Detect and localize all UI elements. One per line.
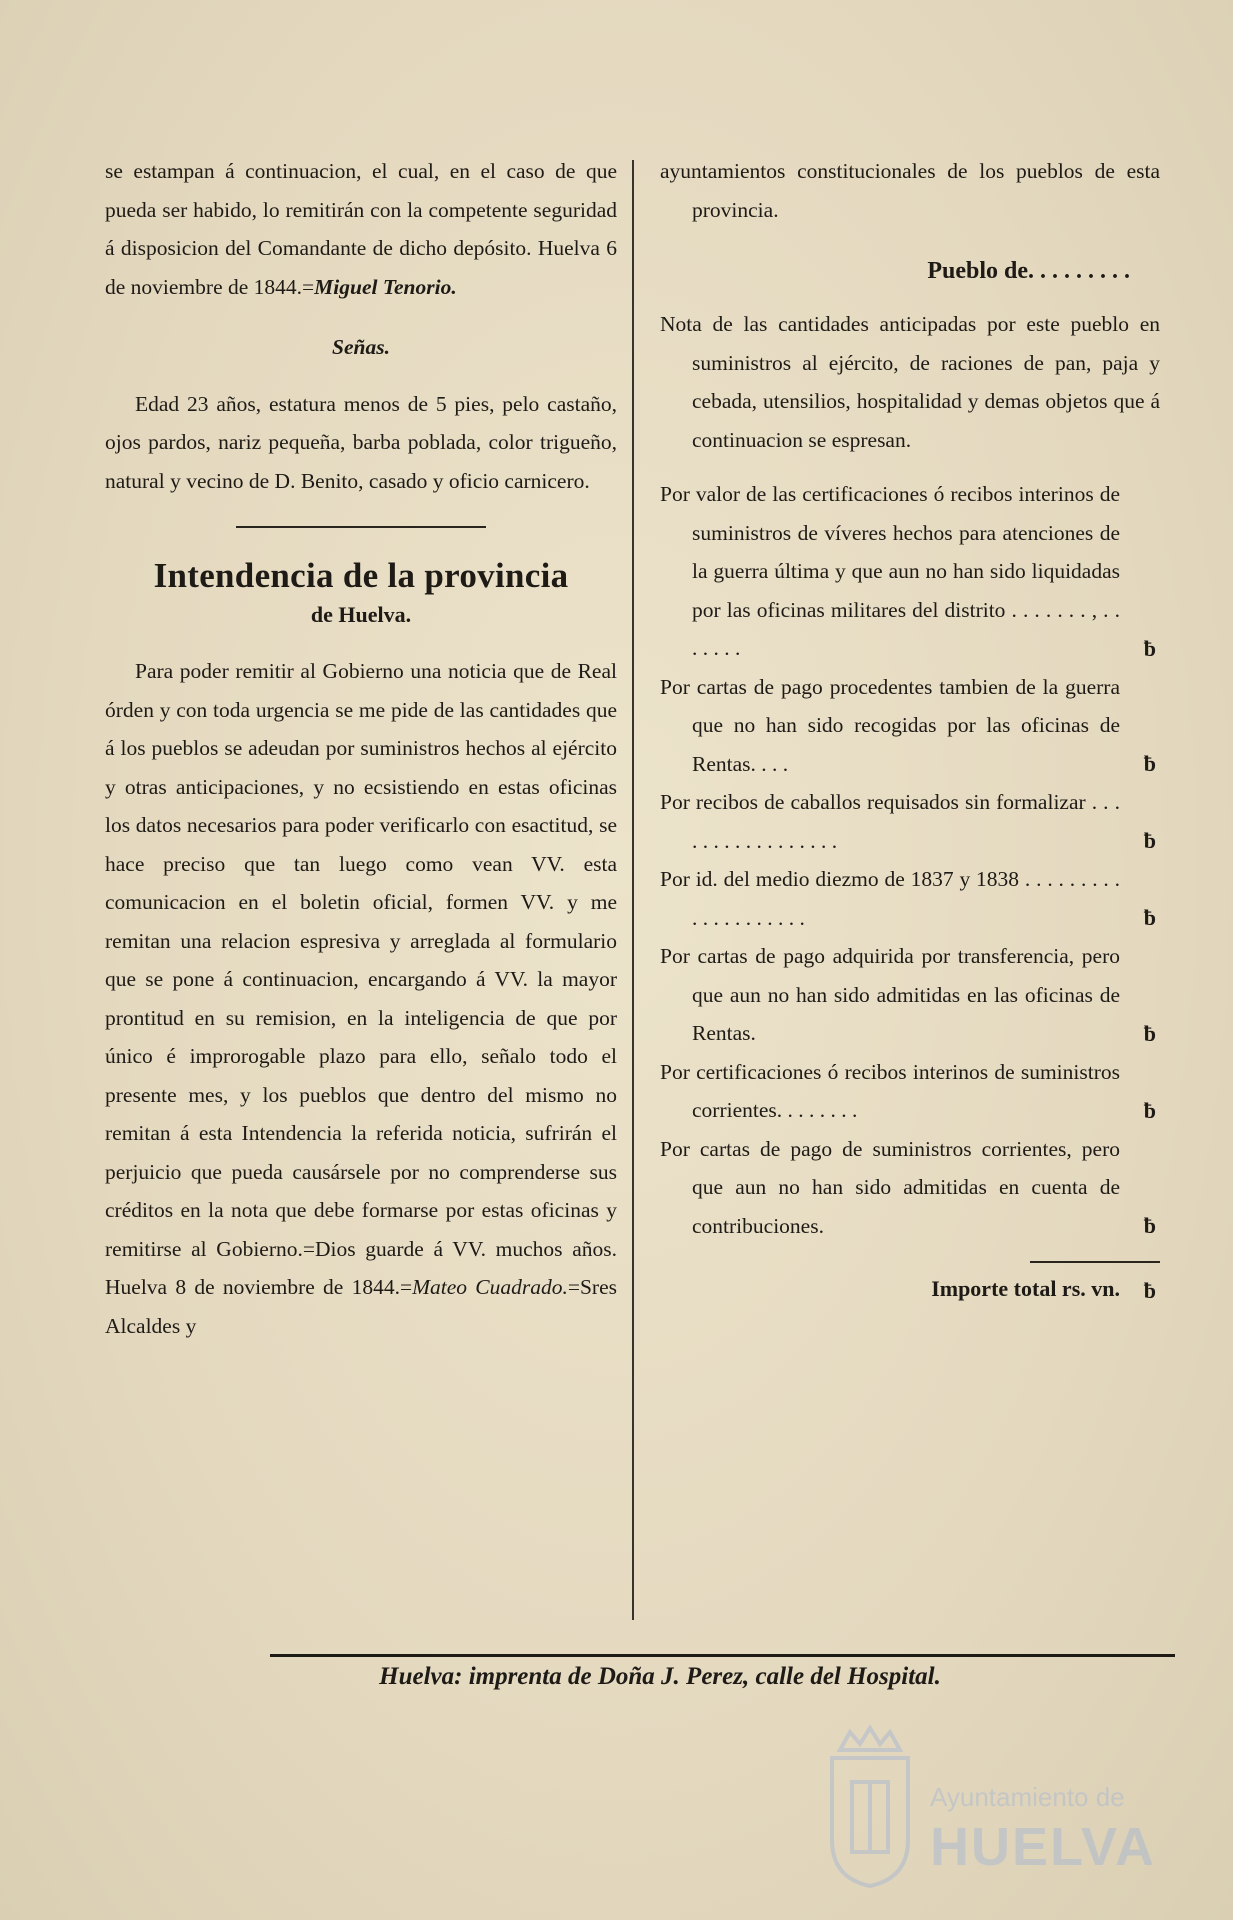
right-column	[660, 152, 1160, 1309]
list-item	[660, 937, 1160, 1053]
intro-text: ayuntamientos constitucionales de los pueblos de esta provincia.	[660, 159, 1160, 222]
signature-cuadrado: Mateo Cuadrado.	[412, 1275, 568, 1299]
item-mark: ƀ	[1143, 828, 1156, 853]
item-text: Por valor de las certificaciones ó recibos interinos de suministros de víveres hechos para atenciones de la guerra última y que aun no han sido liquidadas por las oficinas militares del distrito . . . . . . . , . . . . . . .	[660, 482, 1120, 660]
list-item	[660, 1130, 1160, 1246]
list-item	[660, 783, 1160, 860]
list-item	[660, 1053, 1160, 1130]
senas-text: Edad 23 años, estatura menos de 5 pies, pelo castaño, ojos pardos, nariz pequeña, barba poblada, color trigueño, natural y vecino de D. Benito, casado y oficio carnicero.	[105, 391, 617, 493]
pueblo-heading: Pueblo de. . . . . . . . .	[927, 258, 1130, 284]
items-list	[660, 475, 1160, 1245]
item-mark: ƀ	[1143, 635, 1156, 661]
column-divider	[632, 160, 634, 1620]
body-text: Para poder remitir al Gobierno una noticia que de Real órden y con toda urgencia se me pide de las cantidades que á los pueblos se adeudan por suministros hechos al ejército y otras anticipaciones, y no ecsistiendo en estas oficinas los datos necesarios para poder verificarlo con esactitud, se hace preciso que tan luego como vean VV. esta comunicacion en el boletin oficial, formen VV. y me remitan una relacion espresiva y arreglada al formulario que se pone á continuacion, encargando á VV. la mayor prontitud en su remision, en la inteligencia de que por único é improrogable plazo para ello, señalo todo el presente mes, y los pueblos que dentro del mismo no remitan á esta Intendencia la referida noticia, sufrirán el perjuicio que pueda causársele por no comprenderse sus créditos en la nota que debe formarse por estas oficinas y remitirse al Gobierno.=Dios guarde á VV. muchos años. Huelva 8 de noviembre de 1844.=	[105, 659, 617, 1299]
section-subtitle: de Huelva.	[310, 602, 412, 627]
item-text: Por cartas de pago de suministros corrientes, pero que aun no han sido admitidas en cuenta de contribuciones.	[660, 1136, 1120, 1238]
opening-paragraph	[105, 152, 617, 306]
signature-tenorio: Miguel Tenorio.	[314, 274, 457, 299]
watermark-line2: HUELVA	[930, 1817, 1156, 1877]
total-label: Importe total rs. vn.	[931, 1276, 1120, 1301]
imprint-footer: Huelva: imprenta de Doña J. Perez, calle del Hospital.	[379, 1663, 941, 1690]
total-row	[660, 1269, 1160, 1309]
coat-of-arms-icon	[820, 1720, 920, 1890]
item-text: Por id. del medio diezmo de 1837 y 1838 . . . . . . . . . . . . . . . . . . . .	[660, 867, 1120, 930]
section-title: Intendencia de la provincia	[153, 556, 569, 595]
nota-text: Nota de las cantidades anticipadas por este pueblo en suministros al ejército, de raciones de pan, paja y cebada, utensilios, hospitalidad y demas objetos que á continuacion se espresan.	[660, 312, 1160, 452]
section-divider	[236, 526, 486, 528]
item-text: Por certificaciones ó recibos interinos de suministros corrientes. . . . . . . .	[660, 1059, 1120, 1122]
left-column	[105, 152, 617, 1345]
total-rule	[1030, 1261, 1160, 1263]
item-mark: ƀ	[1143, 905, 1156, 930]
item-text: Por cartas de pago adquirida por transferencia, pero que aun no han sido admitidas en las oficinas de Rentas.	[660, 944, 1120, 1045]
senas-heading: Señas.	[332, 335, 390, 359]
item-mark: ƀ	[1143, 1213, 1156, 1238]
footer-rule	[270, 1654, 1175, 1657]
list-item	[660, 475, 1160, 668]
body-closing: =Sres Alcaldes y	[105, 1275, 617, 1338]
watermark-line1: Ayuntamiento de	[930, 1782, 1125, 1812]
item-mark: ƀ	[1143, 1097, 1156, 1123]
total-mark: ƀ	[1143, 1278, 1156, 1303]
item-text: Por recibos de caballos requisados sin formalizar . . . . . . . . . . . . . . . . .	[660, 790, 1120, 853]
item-mark: ƀ	[1143, 1020, 1156, 1046]
ayuntamiento-watermark	[820, 1720, 1180, 1900]
item-mark: ƀ	[1143, 751, 1156, 776]
list-item	[660, 668, 1160, 784]
item-text: Por cartas de pago procedentes tambien de la guerra que no han sido recogidas por las oficinas de Rentas. . . .	[660, 674, 1120, 776]
opening-text: se estampan á continuacion, el cual, en el caso de que pueda ser habido, lo remitirán con la competente seguridad á disposicion del Comandante de dicho depósito. Huelva 6 de noviembre de 1844.=	[105, 159, 617, 299]
list-item	[660, 860, 1160, 937]
body-paragraph	[105, 652, 617, 1345]
